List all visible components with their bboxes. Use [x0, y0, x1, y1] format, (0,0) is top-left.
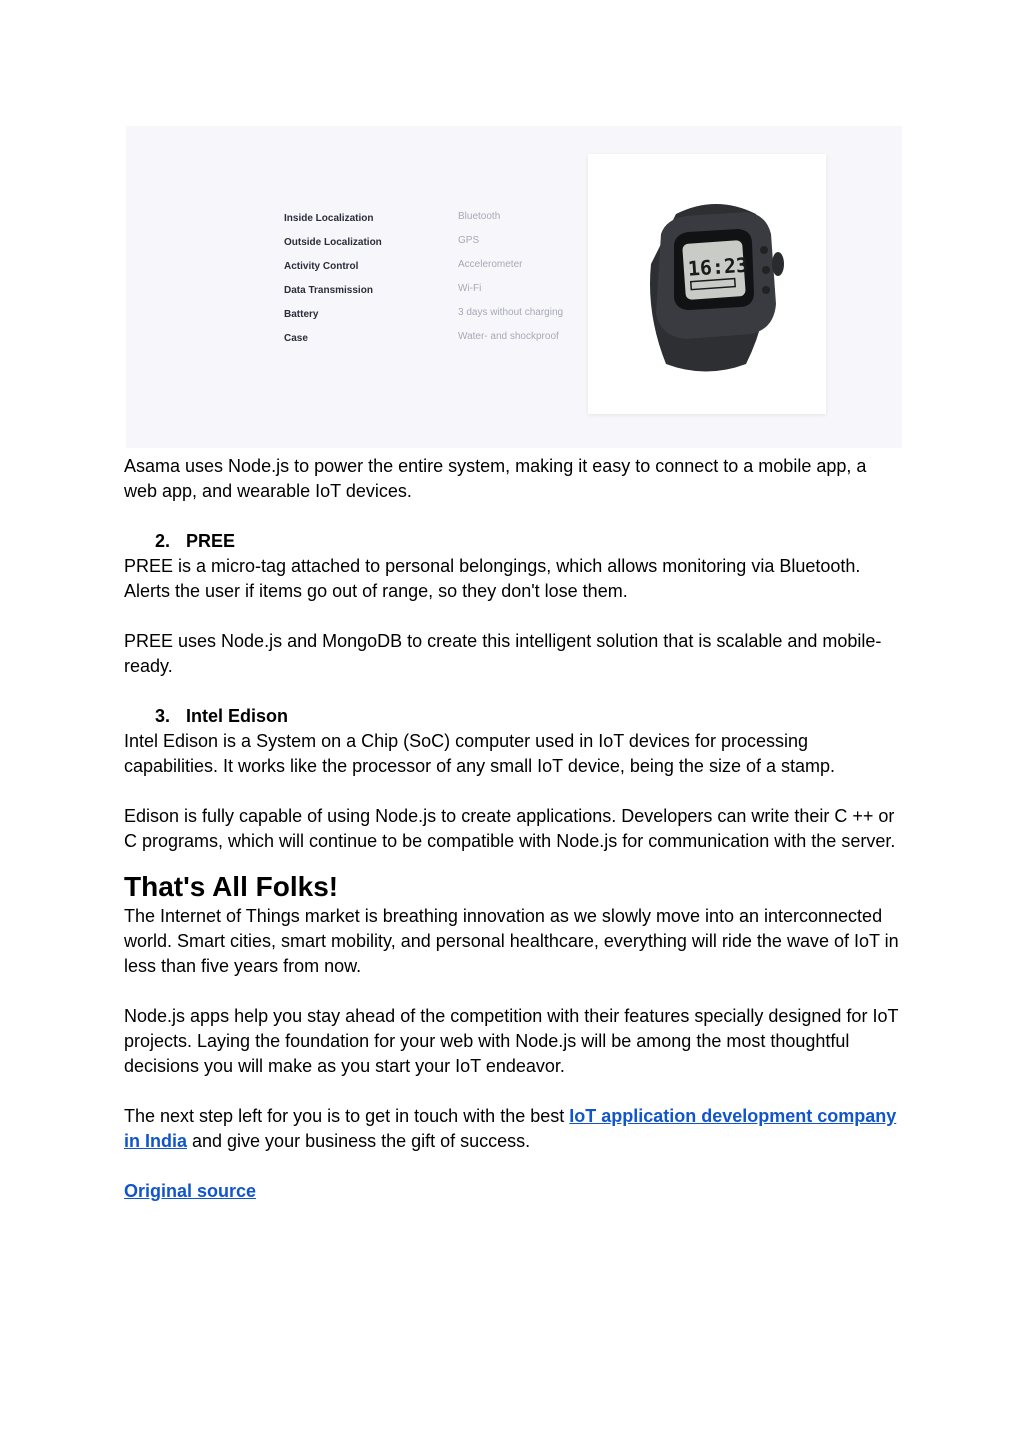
list-number: 3.	[155, 706, 171, 726]
pree-paragraph-1: PREE is a micro-tag attached to personal belongings, which allows monitoring via Bluetooth. Alerts the user if items go out of range, so they don't lose them.	[124, 556, 861, 601]
iot-development-link[interactable]: IoT application development company in India	[124, 1106, 897, 1151]
pree-paragraph-2: PREE uses Node.js and MongoDB to create this intelligent solution that is scalable and mobile-ready.	[124, 631, 882, 676]
spec-value: Water- and shockproof	[458, 331, 559, 342]
product-figure	[126, 126, 902, 448]
edison-paragraph-1: Intel Edison is a System on a Chip (SoC) computer used in IoT devices for processing capabilities. It works like the processor of any small IoT device, being the size of a stamp.	[124, 731, 835, 776]
list-title: PREE	[186, 531, 236, 551]
article-body	[124, 454, 904, 1204]
spec-value: GPS	[458, 235, 480, 246]
cta-text-after: and give your business the gift of success.	[187, 1131, 531, 1151]
spec-row	[284, 308, 584, 332]
conclusion-paragraph-3	[124, 1104, 904, 1154]
source-paragraph	[124, 1179, 904, 1204]
spec-value: Wi-Fi	[458, 283, 482, 294]
spec-row	[284, 284, 584, 308]
spec-label: Case	[284, 333, 308, 344]
edison-paragraph-2: Edison is fully capable of using Node.js to create applications. Developers can write their C ++ or C programs, which will continue to be compatible with Node.js for communication with the server.	[124, 806, 896, 851]
spec-label: Battery	[284, 309, 319, 320]
conclusion-heading: That's All Folks!	[124, 871, 339, 902]
spec-value: 3 days without charging	[458, 307, 564, 318]
list-title: Intel Edison	[186, 706, 289, 726]
smartwatch-image	[606, 194, 806, 374]
intro-paragraph: Asama uses Node.js to power the entire system, making it easy to connect to a mobile app, a web app, and wearable IoT devices.	[124, 456, 867, 501]
list-heading-pree	[124, 529, 904, 554]
spec-row	[284, 260, 584, 284]
spec-row	[284, 212, 584, 236]
spec-row	[284, 236, 584, 260]
list-heading-intel-edison	[124, 704, 904, 729]
spec-value: Bluetooth	[458, 211, 501, 222]
spec-label: Data Transmission	[284, 285, 373, 296]
cta-text-before: The next step left for you is to get in touch with the best	[124, 1106, 570, 1126]
watch-time: 16:23	[687, 252, 749, 281]
spec-row	[284, 332, 584, 356]
spec-label: Inside Localization	[284, 213, 374, 224]
conclusion-paragraph-2: Node.js apps help you stay ahead of the competition with their features specially designed for IoT projects. Laying the foundation for your web with Node.js will be among the most thoughtful decisions you will make as you start your IoT endeavor.	[124, 1006, 899, 1076]
spec-value: Accelerometer	[458, 259, 523, 270]
watch-image-card	[588, 154, 826, 414]
conclusion-paragraph-1: The Internet of Things market is breathing innovation as we slowly move into an interconnected world. Smart cities, smart mobility, and personal healthcare, everything will ride the wave of IoT in less than five years from now.	[124, 906, 899, 976]
spec-label: Activity Control	[284, 261, 359, 272]
list-number: 2.	[155, 531, 171, 551]
spec-table	[284, 212, 584, 356]
original-source-link[interactable]: Original source	[124, 1181, 257, 1201]
spec-label: Outside Localization	[284, 237, 382, 248]
